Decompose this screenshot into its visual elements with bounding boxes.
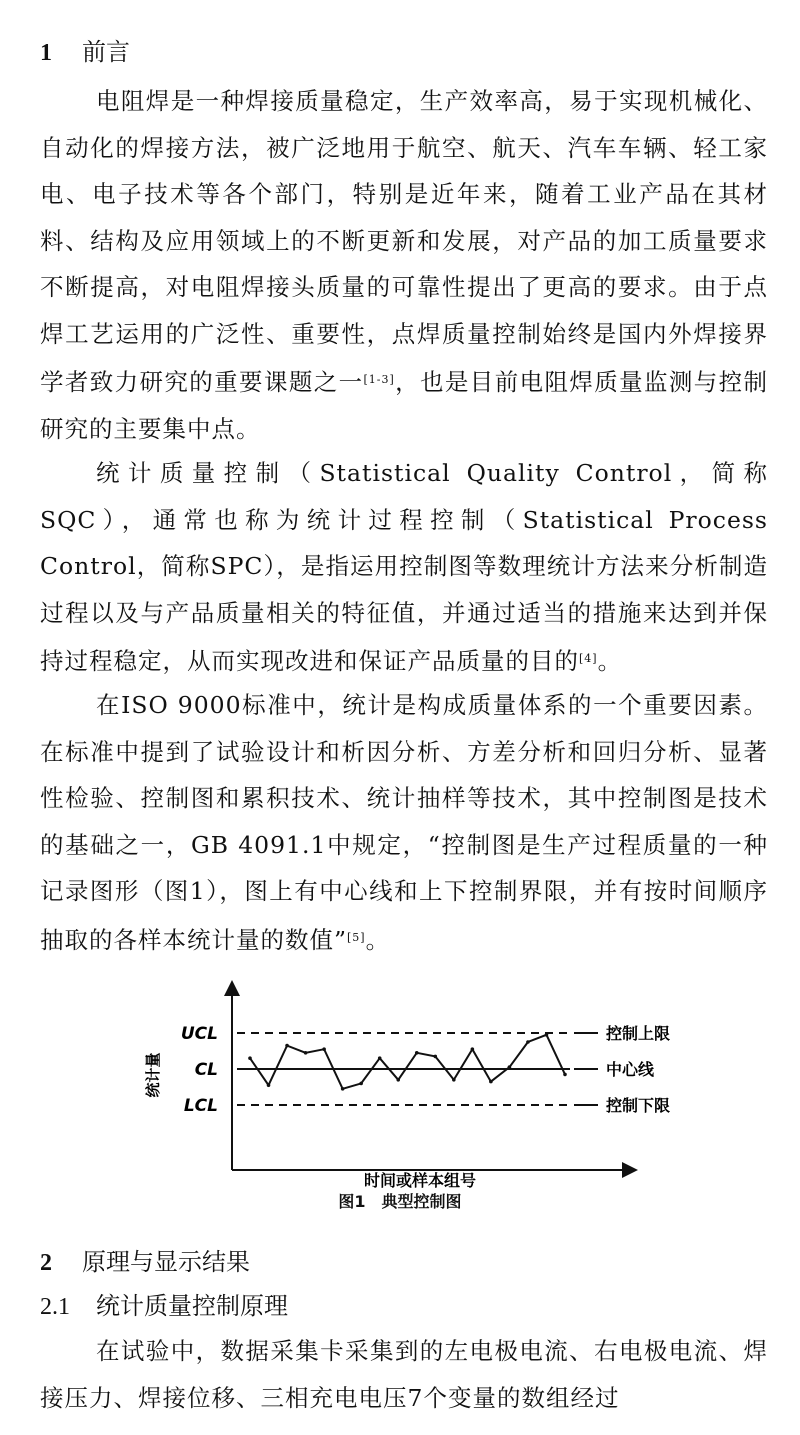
level-annotation-upper: 控制上限 — [606, 1024, 671, 1043]
paragraph-intro — [40, 78, 768, 452]
data-point-10 — [415, 1051, 419, 1055]
data-point-12 — [452, 1078, 456, 1082]
x-axis-label: 时间或样本组号 — [363, 1171, 477, 1190]
paragraph-text: 统计质量控制（Statistical Quality Control，简称SQC），通常也称为统计过程控制（Statistical Process Control，简称SPC），是指运用控制图等数理统计方法来分析制造过程以及与产品质量相关的特征值，并通过适当的措施来达到并保持过程稳定，从而实现改进和保证产品质量的目的 — [40, 459, 768, 675]
data-point-2 — [267, 1083, 271, 1087]
section-heading — [40, 36, 130, 69]
data-point-1 — [248, 1056, 252, 1060]
paragraph-text: 在试验中，数据采集卡采集到的左电极电流、右电极电流、焊接压力、焊接位移、三相充电电压7个变量的数组经过 — [40, 1337, 768, 1412]
paragraph-text: ，也是目前电阻焊质量监测与控制研究的主要集中点。 — [40, 368, 769, 443]
data-point-3 — [285, 1044, 289, 1048]
paragraph-iso — [40, 682, 768, 963]
data-point-17 — [545, 1033, 549, 1037]
data-point-15 — [508, 1065, 512, 1069]
control-chart-figure — [140, 980, 700, 1220]
level-annotation-lower: 控制下限 — [606, 1096, 671, 1115]
citation: [5] — [347, 930, 366, 944]
data-point-8 — [378, 1056, 382, 1060]
paragraph-text: 。 — [365, 925, 391, 954]
paragraph-text: 。 — [597, 647, 623, 675]
data-point-7 — [359, 1082, 363, 1086]
paragraph-text: 在ISO 9000标准中，统计是构成质量体系的一个重要因素。在标准中提到了试验设计和析因分析、方差分析和回归分析、显著性检验、控制图和累积技术、统计抽样等技术，其中控制图是技术的基础之一，GB 4091.1中规定，“控制图是生产过程质量的一种记录图形（图1），图上有中心线和上下控制界限，并有按时间顺序抽取的各样本统计量的数值” — [40, 691, 768, 954]
paragraph-text: 电阻焊是一种焊接质量稳定，生产效率高，易于实现机械化、自动化的焊接方法，被广泛地用于航空、航天、汽车车辆、轻工家电、电子技术等各个部门，特别是近年来，随着工业产品在其材料、结构及应用领域上的不断更新和发展，对产品的加工质量要求不断提高，对电阻焊接头质量的可靠性提出了更高的要求。由于点焊工艺运用的广泛性、重要性，点焊质量控制始终是国内外焊接界学者致力研究的重要课题之一 — [40, 87, 768, 396]
section-number: 2 — [40, 1250, 52, 1276]
data-point-11 — [433, 1055, 437, 1059]
level-label-cl: CL — [194, 1060, 218, 1080]
paragraph-principle — [40, 1328, 768, 1421]
figure-caption: 图1 典型控制图 — [338, 1192, 462, 1211]
section-heading — [40, 1246, 250, 1279]
data-point-6 — [341, 1087, 345, 1091]
data-point-16 — [526, 1040, 530, 1044]
level-label-ucl: UCL — [180, 1024, 218, 1044]
subsection-title: 统计质量控制原理 — [96, 1292, 288, 1320]
level-label-lcl: LCL — [183, 1096, 218, 1116]
paragraph-sqc — [40, 450, 768, 685]
section-title: 前言 — [82, 38, 130, 66]
section-number: 1 — [40, 40, 52, 66]
citation: [1-3] — [363, 373, 395, 386]
data-point-5 — [322, 1047, 326, 1051]
series-line — [250, 1035, 565, 1089]
level-annotation-center: 中心线 — [606, 1060, 655, 1079]
y-axis-label: 统计量 — [144, 1052, 162, 1098]
data-point-4 — [304, 1051, 308, 1055]
citation: [4] — [579, 652, 598, 665]
subsection-heading — [40, 1290, 288, 1323]
data-point-14 — [489, 1080, 493, 1084]
control-chart — [140, 980, 700, 1190]
data-point-9 — [396, 1078, 400, 1082]
section-title: 原理与显示结果 — [82, 1248, 250, 1276]
data-point-18 — [563, 1073, 567, 1077]
subsection-number: 2.1 — [40, 1294, 70, 1320]
data-point-13 — [471, 1047, 475, 1051]
